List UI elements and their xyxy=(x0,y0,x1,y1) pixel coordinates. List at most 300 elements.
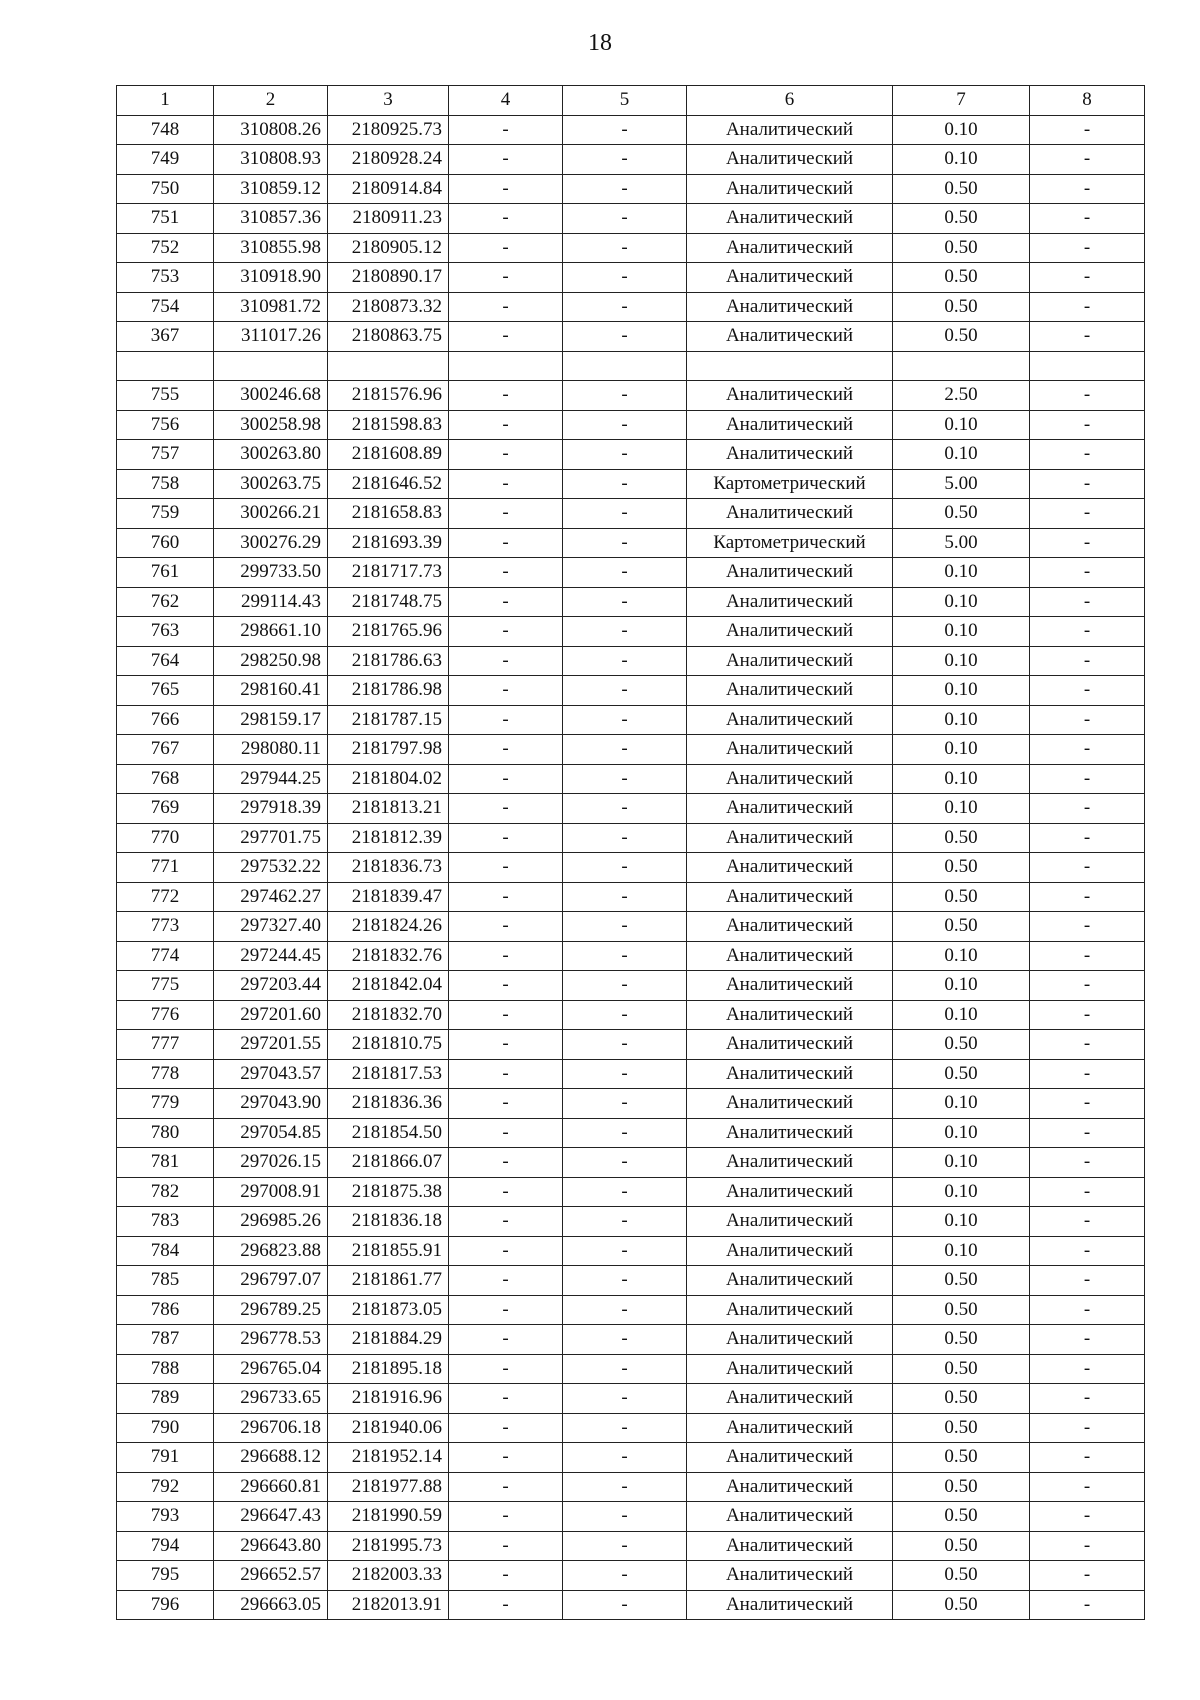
cell-col-5: - xyxy=(563,1266,687,1296)
cell-col-8: - xyxy=(1030,1502,1145,1532)
cell-col-4: - xyxy=(449,794,563,824)
table-row xyxy=(117,1443,1145,1473)
cell-point-number: 769 xyxy=(117,794,214,824)
cell-point-number: 773 xyxy=(117,912,214,942)
cell-col-5: - xyxy=(563,853,687,883)
cell-col-4: - xyxy=(449,233,563,263)
cell-col-8: - xyxy=(1030,145,1145,175)
cell-col-8: - xyxy=(1030,469,1145,499)
cell-coord-y: 2181866.07 xyxy=(328,1148,449,1178)
cell-coord-x: 298250.98 xyxy=(214,646,328,676)
table-body-top xyxy=(117,115,1145,351)
cell-coord-x: 297944.25 xyxy=(214,764,328,794)
cell-coord-y: 2181817.53 xyxy=(328,1059,449,1089)
cell-col-8: - xyxy=(1030,381,1145,411)
cell-method: Аналитический xyxy=(687,115,893,145)
cell-point-number: 793 xyxy=(117,1502,214,1532)
cell-accuracy: 0.50 xyxy=(893,1443,1030,1473)
cell-coord-y: 2181608.89 xyxy=(328,440,449,470)
cell-point-number: 774 xyxy=(117,941,214,971)
cell-point-number: 770 xyxy=(117,823,214,853)
cell-col-5: - xyxy=(563,1295,687,1325)
cell-coord-x: 297327.40 xyxy=(214,912,328,942)
cell-col-4: - xyxy=(449,853,563,883)
cell-col-5: - xyxy=(563,617,687,647)
cell-point-number: 771 xyxy=(117,853,214,883)
empty-cell xyxy=(117,351,214,381)
cell-method: Аналитический xyxy=(687,1266,893,1296)
cell-col-5: - xyxy=(563,971,687,1001)
cell-method: Картометрический xyxy=(687,469,893,499)
table-row xyxy=(117,1561,1145,1591)
cell-point-number: 788 xyxy=(117,1354,214,1384)
cell-point-number: 790 xyxy=(117,1413,214,1443)
cell-coord-y: 2181875.38 xyxy=(328,1177,449,1207)
cell-method: Аналитический xyxy=(687,1236,893,1266)
cell-accuracy: 0.50 xyxy=(893,1354,1030,1384)
table-row xyxy=(117,1502,1145,1532)
cell-accuracy: 0.10 xyxy=(893,676,1030,706)
cell-col-4: - xyxy=(449,1236,563,1266)
cell-point-number: 762 xyxy=(117,587,214,617)
cell-col-4: - xyxy=(449,764,563,794)
cell-coord-y: 2181646.52 xyxy=(328,469,449,499)
cell-coord-y: 2181832.76 xyxy=(328,941,449,971)
cell-method: Аналитический xyxy=(687,971,893,1001)
cell-col-5: - xyxy=(563,1148,687,1178)
cell-coord-x: 297203.44 xyxy=(214,971,328,1001)
cell-coord-y: 2180873.32 xyxy=(328,292,449,322)
cell-accuracy: 0.50 xyxy=(893,1472,1030,1502)
cell-coord-y: 2181813.21 xyxy=(328,794,449,824)
cell-accuracy: 0.50 xyxy=(893,912,1030,942)
cell-col-5: - xyxy=(563,587,687,617)
cell-coord-x: 296660.81 xyxy=(214,1472,328,1502)
cell-accuracy: 5.00 xyxy=(893,528,1030,558)
cell-point-number: 766 xyxy=(117,705,214,735)
cell-col-5: - xyxy=(563,263,687,293)
cell-method: Аналитический xyxy=(687,1059,893,1089)
cell-method: Аналитический xyxy=(687,676,893,706)
cell-coord-x: 300263.75 xyxy=(214,469,328,499)
cell-method: Аналитический xyxy=(687,882,893,912)
cell-col-4: - xyxy=(449,263,563,293)
cell-coord-y: 2181824.26 xyxy=(328,912,449,942)
cell-coord-x: 297026.15 xyxy=(214,1148,328,1178)
cell-method: Аналитический xyxy=(687,558,893,588)
cell-point-number: 367 xyxy=(117,322,214,352)
cell-col-8: - xyxy=(1030,617,1145,647)
cell-col-5: - xyxy=(563,941,687,971)
cell-method: Аналитический xyxy=(687,853,893,883)
cell-col-4: - xyxy=(449,971,563,1001)
cell-col-8: - xyxy=(1030,1325,1145,1355)
cell-coord-y: 2180911.23 xyxy=(328,204,449,234)
cell-point-number: 757 xyxy=(117,440,214,470)
cell-col-4: - xyxy=(449,1059,563,1089)
cell-col-8: - xyxy=(1030,1413,1145,1443)
cell-col-4: - xyxy=(449,381,563,411)
cell-col-8: - xyxy=(1030,1207,1145,1237)
cell-col-5: - xyxy=(563,292,687,322)
cell-col-8: - xyxy=(1030,705,1145,735)
cell-coord-x: 311017.26 xyxy=(214,322,328,352)
table-row xyxy=(117,1266,1145,1296)
table-row xyxy=(117,469,1145,499)
cell-point-number: 785 xyxy=(117,1266,214,1296)
cell-col-8: - xyxy=(1030,204,1145,234)
cell-point-number: 789 xyxy=(117,1384,214,1414)
page-number: 18 xyxy=(588,30,612,56)
cell-coord-x: 310808.93 xyxy=(214,145,328,175)
cell-coord-y: 2181576.96 xyxy=(328,381,449,411)
cell-coord-y: 2181658.83 xyxy=(328,499,449,529)
cell-point-number: 787 xyxy=(117,1325,214,1355)
cell-col-8: - xyxy=(1030,499,1145,529)
table-body-bottom xyxy=(117,381,1145,1620)
table-row xyxy=(117,1059,1145,1089)
cell-accuracy: 0.50 xyxy=(893,1059,1030,1089)
cell-col-5: - xyxy=(563,1000,687,1030)
cell-method: Картометрический xyxy=(687,528,893,558)
cell-col-4: - xyxy=(449,587,563,617)
cell-method: Аналитический xyxy=(687,764,893,794)
table-row xyxy=(117,912,1145,942)
cell-col-8: - xyxy=(1030,735,1145,765)
table-row xyxy=(117,1236,1145,1266)
cell-coord-x: 298080.11 xyxy=(214,735,328,765)
cell-method: Аналитический xyxy=(687,1089,893,1119)
cell-col-5: - xyxy=(563,1384,687,1414)
cell-col-5: - xyxy=(563,1236,687,1266)
cell-coord-x: 296652.57 xyxy=(214,1561,328,1591)
cell-col-8: - xyxy=(1030,1266,1145,1296)
cell-coord-x: 296823.88 xyxy=(214,1236,328,1266)
cell-accuracy: 0.50 xyxy=(893,292,1030,322)
cell-coord-y: 2181861.77 xyxy=(328,1266,449,1296)
cell-col-5: - xyxy=(563,1177,687,1207)
cell-method: Аналитический xyxy=(687,381,893,411)
table-row xyxy=(117,558,1145,588)
cell-col-8: - xyxy=(1030,1472,1145,1502)
table-row xyxy=(117,145,1145,175)
cell-coord-x: 298160.41 xyxy=(214,676,328,706)
cell-accuracy: 0.50 xyxy=(893,1531,1030,1561)
cell-method: Аналитический xyxy=(687,705,893,735)
cell-col-4: - xyxy=(449,1089,563,1119)
cell-accuracy: 0.50 xyxy=(893,204,1030,234)
cell-coord-y: 2181855.91 xyxy=(328,1236,449,1266)
cell-coord-x: 298159.17 xyxy=(214,705,328,735)
cell-point-number: 760 xyxy=(117,528,214,558)
cell-coord-y: 2181810.75 xyxy=(328,1030,449,1060)
cell-col-8: - xyxy=(1030,1030,1145,1060)
cell-method: Аналитический xyxy=(687,617,893,647)
cell-method: Аналитический xyxy=(687,1502,893,1532)
cell-col-8: - xyxy=(1030,971,1145,1001)
cell-col-4: - xyxy=(449,410,563,440)
cell-coord-y: 2181717.73 xyxy=(328,558,449,588)
cell-method: Аналитический xyxy=(687,499,893,529)
cell-coord-x: 297462.27 xyxy=(214,882,328,912)
cell-col-5: - xyxy=(563,558,687,588)
cell-method: Аналитический xyxy=(687,1590,893,1620)
table-row xyxy=(117,1000,1145,1030)
cell-coord-y: 2181977.88 xyxy=(328,1472,449,1502)
table-row xyxy=(117,410,1145,440)
cell-col-5: - xyxy=(563,145,687,175)
empty-cell xyxy=(893,351,1030,381)
cell-col-5: - xyxy=(563,1472,687,1502)
cell-col-4: - xyxy=(449,1531,563,1561)
cell-accuracy: 0.10 xyxy=(893,115,1030,145)
cell-col-8: - xyxy=(1030,941,1145,971)
cell-col-4: - xyxy=(449,115,563,145)
table-row xyxy=(117,676,1145,706)
cell-method: Аналитический xyxy=(687,204,893,234)
cell-coord-x: 297054.85 xyxy=(214,1118,328,1148)
cell-col-5: - xyxy=(563,204,687,234)
cell-col-4: - xyxy=(449,204,563,234)
cell-method: Аналитический xyxy=(687,1325,893,1355)
cell-accuracy: 0.10 xyxy=(893,1236,1030,1266)
cell-col-4: - xyxy=(449,174,563,204)
cell-col-8: - xyxy=(1030,292,1145,322)
cell-accuracy: 0.50 xyxy=(893,1590,1030,1620)
cell-coord-y: 2182003.33 xyxy=(328,1561,449,1591)
cell-accuracy: 0.10 xyxy=(893,1207,1030,1237)
cell-col-4: - xyxy=(449,882,563,912)
cell-method: Аналитический xyxy=(687,1384,893,1414)
cell-coord-x: 300276.29 xyxy=(214,528,328,558)
cell-coord-x: 296765.04 xyxy=(214,1354,328,1384)
empty-cell xyxy=(1030,351,1145,381)
cell-col-5: - xyxy=(563,1059,687,1089)
cell-method: Аналитический xyxy=(687,440,893,470)
cell-col-4: - xyxy=(449,941,563,971)
cell-col-5: - xyxy=(563,705,687,735)
cell-coord-x: 296733.65 xyxy=(214,1384,328,1414)
table-row xyxy=(117,528,1145,558)
cell-method: Аналитический xyxy=(687,1413,893,1443)
cell-coord-x: 310855.98 xyxy=(214,233,328,263)
cell-method: Аналитический xyxy=(687,410,893,440)
cell-col-4: - xyxy=(449,617,563,647)
cell-col-5: - xyxy=(563,1207,687,1237)
coordinates-table-container xyxy=(116,85,1144,1620)
cell-coord-y: 2181786.63 xyxy=(328,646,449,676)
cell-col-8: - xyxy=(1030,882,1145,912)
cell-point-number: 796 xyxy=(117,1590,214,1620)
cell-coord-y: 2181940.06 xyxy=(328,1413,449,1443)
cell-point-number: 784 xyxy=(117,1236,214,1266)
empty-cell xyxy=(214,351,328,381)
cell-accuracy: 2.50 xyxy=(893,381,1030,411)
table-row xyxy=(117,499,1145,529)
table-section-spacer xyxy=(117,351,1145,381)
cell-coord-x: 300246.68 xyxy=(214,381,328,411)
table-row xyxy=(117,646,1145,676)
cell-coord-x: 297532.22 xyxy=(214,853,328,883)
cell-col-4: - xyxy=(449,1266,563,1296)
cell-point-number: 777 xyxy=(117,1030,214,1060)
cell-col-5: - xyxy=(563,233,687,263)
cell-accuracy: 0.50 xyxy=(893,1384,1030,1414)
cell-accuracy: 0.10 xyxy=(893,705,1030,735)
cell-coord-y: 2181804.02 xyxy=(328,764,449,794)
table-row xyxy=(117,381,1145,411)
empty-cell xyxy=(687,351,893,381)
spacer-row xyxy=(117,351,1145,381)
column-header: 7 xyxy=(893,86,1030,116)
cell-method: Аналитический xyxy=(687,145,893,175)
cell-col-4: - xyxy=(449,1443,563,1473)
cell-col-5: - xyxy=(563,676,687,706)
cell-coord-x: 310808.26 xyxy=(214,115,328,145)
cell-col-4: - xyxy=(449,823,563,853)
column-header: 3 xyxy=(328,86,449,116)
cell-coord-x: 299733.50 xyxy=(214,558,328,588)
table-row xyxy=(117,1354,1145,1384)
column-header: 2 xyxy=(214,86,328,116)
cell-method: Аналитический xyxy=(687,1443,893,1473)
cell-accuracy: 0.50 xyxy=(893,1266,1030,1296)
column-header: 6 xyxy=(687,86,893,116)
cell-col-8: - xyxy=(1030,115,1145,145)
table-row xyxy=(117,764,1145,794)
cell-accuracy: 0.50 xyxy=(893,882,1030,912)
cell-coord-y: 2181839.47 xyxy=(328,882,449,912)
cell-method: Аналитический xyxy=(687,735,893,765)
cell-method: Аналитический xyxy=(687,646,893,676)
cell-method: Аналитический xyxy=(687,1207,893,1237)
column-header: 4 xyxy=(449,86,563,116)
cell-coord-x: 310859.12 xyxy=(214,174,328,204)
cell-accuracy: 0.50 xyxy=(893,499,1030,529)
cell-point-number: 776 xyxy=(117,1000,214,1030)
cell-method: Аналитический xyxy=(687,1148,893,1178)
cell-col-5: - xyxy=(563,174,687,204)
cell-accuracy: 0.10 xyxy=(893,1177,1030,1207)
cell-col-8: - xyxy=(1030,853,1145,883)
cell-point-number: 778 xyxy=(117,1059,214,1089)
cell-coord-x: 299114.43 xyxy=(214,587,328,617)
cell-point-number: 795 xyxy=(117,1561,214,1591)
cell-method: Аналитический xyxy=(687,823,893,853)
table-row xyxy=(117,1590,1145,1620)
cell-coord-x: 297008.91 xyxy=(214,1177,328,1207)
cell-col-4: - xyxy=(449,469,563,499)
cell-point-number: 767 xyxy=(117,735,214,765)
cell-col-8: - xyxy=(1030,1059,1145,1089)
cell-col-4: - xyxy=(449,1148,563,1178)
cell-accuracy: 0.50 xyxy=(893,1561,1030,1591)
cell-coord-x: 297201.60 xyxy=(214,1000,328,1030)
cell-col-4: - xyxy=(449,558,563,588)
cell-coord-x: 296789.25 xyxy=(214,1295,328,1325)
cell-point-number: 758 xyxy=(117,469,214,499)
cell-coord-x: 300258.98 xyxy=(214,410,328,440)
cell-col-4: - xyxy=(449,1177,563,1207)
cell-point-number: 750 xyxy=(117,174,214,204)
cell-accuracy: 0.50 xyxy=(893,233,1030,263)
cell-col-8: - xyxy=(1030,1531,1145,1561)
cell-col-4: - xyxy=(449,705,563,735)
table-row xyxy=(117,882,1145,912)
cell-method: Аналитический xyxy=(687,263,893,293)
cell-col-8: - xyxy=(1030,1354,1145,1384)
cell-method: Аналитический xyxy=(687,912,893,942)
cell-coord-y: 2181836.73 xyxy=(328,853,449,883)
cell-col-5: - xyxy=(563,410,687,440)
cell-col-4: - xyxy=(449,1502,563,1532)
cell-coord-y: 2181873.05 xyxy=(328,1295,449,1325)
cell-coord-x: 296663.05 xyxy=(214,1590,328,1620)
cell-col-4: - xyxy=(449,292,563,322)
cell-point-number: 753 xyxy=(117,263,214,293)
cell-coord-x: 296778.53 xyxy=(214,1325,328,1355)
cell-point-number: 752 xyxy=(117,233,214,263)
table-row xyxy=(117,1295,1145,1325)
cell-point-number: 783 xyxy=(117,1207,214,1237)
table-row xyxy=(117,705,1145,735)
cell-point-number: 755 xyxy=(117,381,214,411)
cell-col-4: - xyxy=(449,912,563,942)
cell-col-8: - xyxy=(1030,1089,1145,1119)
cell-coord-y: 2181895.18 xyxy=(328,1354,449,1384)
table-row xyxy=(117,617,1145,647)
cell-accuracy: 0.50 xyxy=(893,263,1030,293)
table-row xyxy=(117,1118,1145,1148)
cell-col-5: - xyxy=(563,764,687,794)
cell-col-8: - xyxy=(1030,912,1145,942)
cell-col-4: - xyxy=(449,1118,563,1148)
cell-coord-x: 300266.21 xyxy=(214,499,328,529)
cell-coord-y: 2181787.15 xyxy=(328,705,449,735)
cell-col-8: - xyxy=(1030,558,1145,588)
cell-coord-x: 300263.80 xyxy=(214,440,328,470)
table-row xyxy=(117,204,1145,234)
cell-method: Аналитический xyxy=(687,794,893,824)
cell-method: Аналитический xyxy=(687,233,893,263)
cell-point-number: 763 xyxy=(117,617,214,647)
cell-accuracy: 0.10 xyxy=(893,440,1030,470)
cell-col-4: - xyxy=(449,1561,563,1591)
cell-accuracy: 0.50 xyxy=(893,1413,1030,1443)
cell-point-number: 754 xyxy=(117,292,214,322)
cell-col-5: - xyxy=(563,1531,687,1561)
cell-accuracy: 0.50 xyxy=(893,1325,1030,1355)
cell-col-4: - xyxy=(449,1354,563,1384)
empty-cell xyxy=(449,351,563,381)
cell-accuracy: 0.50 xyxy=(893,823,1030,853)
cell-coord-x: 297244.45 xyxy=(214,941,328,971)
cell-coord-y: 2181854.50 xyxy=(328,1118,449,1148)
cell-col-4: - xyxy=(449,528,563,558)
cell-coord-x: 310857.36 xyxy=(214,204,328,234)
cell-col-8: - xyxy=(1030,764,1145,794)
cell-coord-y: 2181836.36 xyxy=(328,1089,449,1119)
table-row xyxy=(117,794,1145,824)
cell-point-number: 780 xyxy=(117,1118,214,1148)
cell-point-number: 786 xyxy=(117,1295,214,1325)
cell-method: Аналитический xyxy=(687,1000,893,1030)
cell-method: Аналитический xyxy=(687,1354,893,1384)
cell-coord-y: 2181812.39 xyxy=(328,823,449,853)
table-row xyxy=(117,322,1145,352)
cell-accuracy: 0.10 xyxy=(893,145,1030,175)
cell-coord-y: 2180928.24 xyxy=(328,145,449,175)
